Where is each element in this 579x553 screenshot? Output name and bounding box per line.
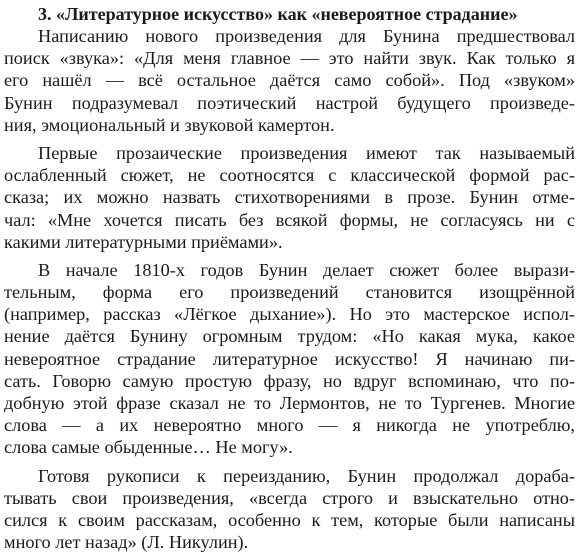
text-line: ния, эмоциональный и звуковой камертон. — [4, 114, 335, 135]
text-line: слова самые обыденные… Не могу». — [4, 437, 293, 458]
text-line: тельным, форма его произведений становится изощрённой — [4, 282, 575, 303]
paragraph-1 — [4, 25, 575, 136]
text-line: невероятное страдание литературное искусство! Я начинаю пи- — [4, 348, 575, 369]
text-line: сился к своим рассказам, особенно к тем, которые были написаны — [4, 509, 575, 530]
text-line: Первые прозаические произведения имеют так называемый — [38, 142, 575, 163]
text-line: сать. Говорю самую простую фразу, но вдруг вспоминаю, что по- — [4, 370, 575, 391]
paragraph-3 — [4, 259, 575, 459]
text-line: Бунин подразумевал поэтический настрой будущего произведе- — [4, 92, 575, 113]
text-line: его нашёл — всё остальное даётся само собой». Под «звуком» — [4, 70, 575, 91]
text-line: слова — а их невероятно много — я никогда не употреблю, — [4, 415, 575, 436]
paragraph-4 — [4, 465, 575, 553]
text-line: В начале 1810-х годов Бунин делает сюжет более вырази- — [38, 259, 575, 280]
text-line: чал: «Мне хочется писать без всякой формы, не согласуясь ни с — [4, 209, 575, 230]
paragraph-2 — [4, 142, 575, 253]
section-heading: 3. «Литературное искусство» как «невероятное страдание» — [38, 4, 518, 24]
text-line: нение даётся Бунину огромным трудом: «Но какая мука, какое — [4, 326, 575, 347]
text-line: Написанию нового произведения для Бунина предшествовал — [38, 26, 575, 46]
text-line: Готовя рукописи к переизданию, Бунин продолжал дораба- — [38, 465, 575, 486]
text-line: поиск «звука»: «Для меня главное — это найти звук. Как только я — [4, 48, 575, 69]
text-line: ослабленный сюжет, не соотносятся с классической формой рас- — [4, 165, 575, 186]
text-line: (например, рассказ «Лёгкое дыхание»). Но это мастерское испол- — [4, 304, 575, 325]
text-line: сказа; их можно назвать стихотворениями в прозе. Бунин отме- — [4, 187, 575, 208]
text-line: много лет назад» (Л. Никулин). — [4, 532, 249, 553]
text-line: какими литературными приёмами». — [4, 231, 283, 252]
text-line: тывать свои произведения, «всегда строго и взыскательно отно- — [4, 487, 575, 508]
text-line: добную этой фразе сказал не то Лермонтов, не то Тургенев. Многие — [4, 393, 575, 413]
